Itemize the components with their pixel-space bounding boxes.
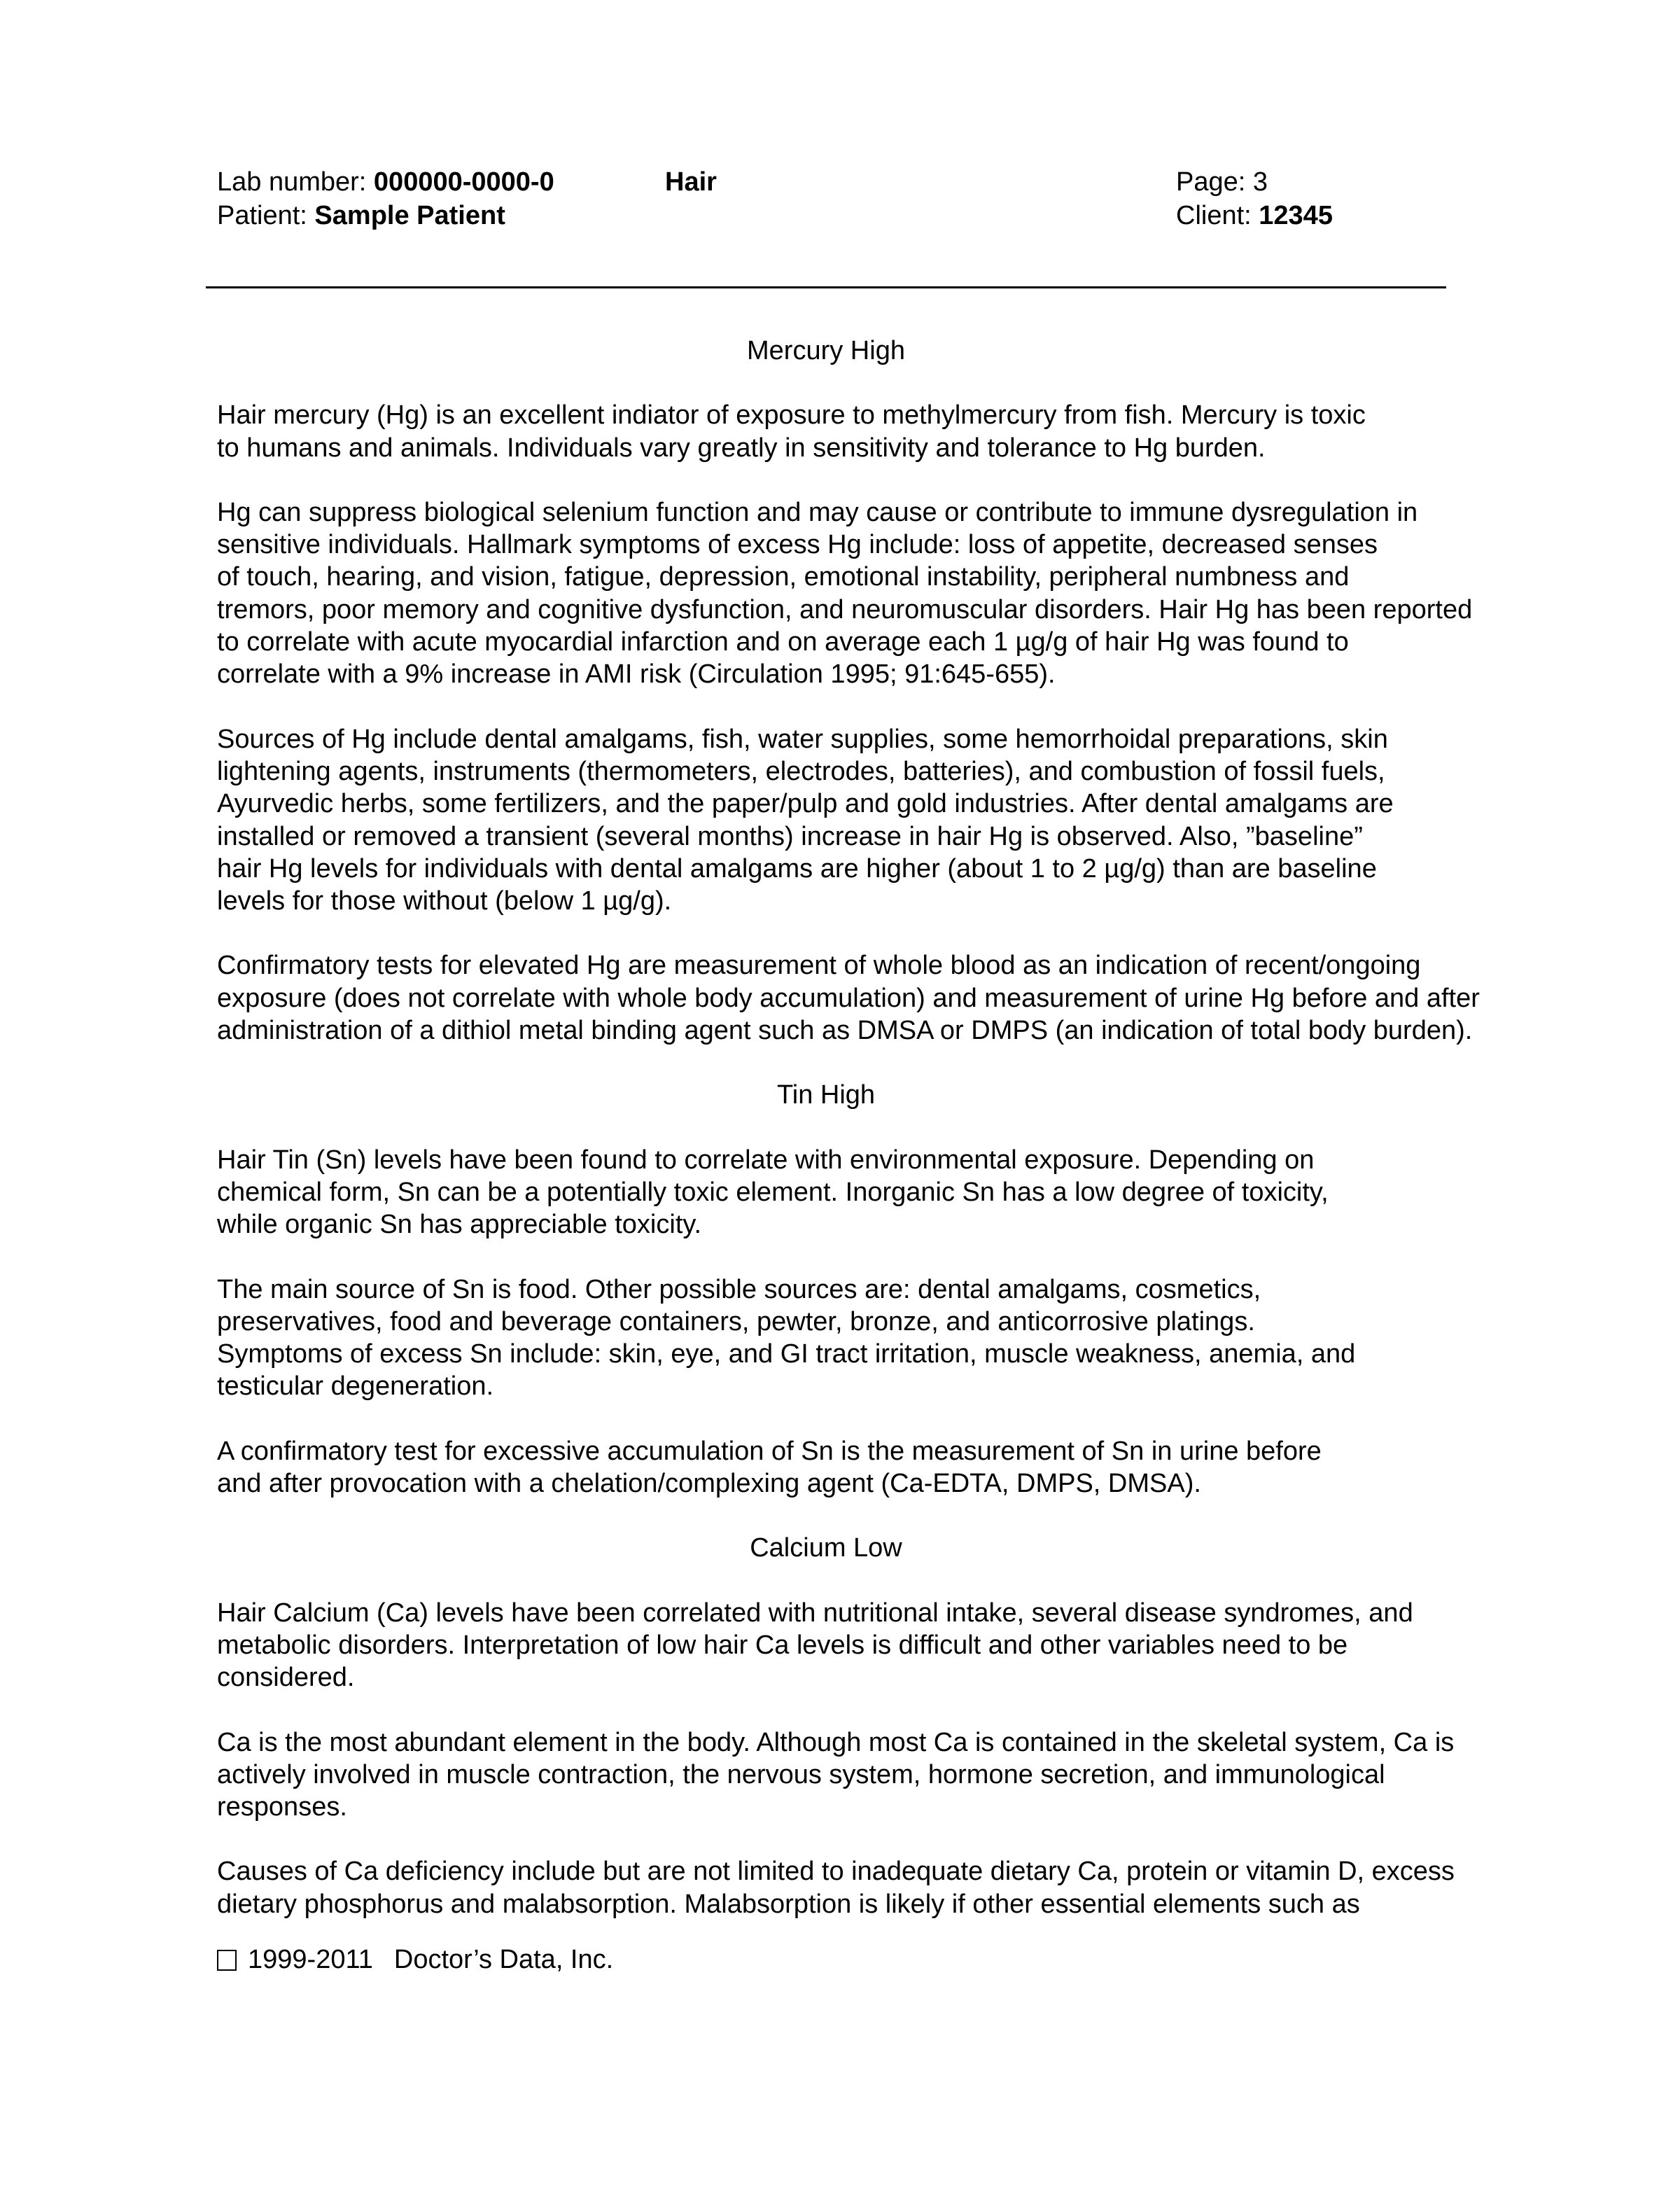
section-title: Tin High	[776, 1080, 876, 1110]
page-number	[1176, 165, 1268, 199]
report-header	[217, 165, 1449, 235]
section-calcium	[217, 1532, 1547, 1920]
lab-number	[217, 165, 554, 199]
copyright-years: 1999-2011	[248, 1945, 373, 1974]
patient-label: Patient:	[217, 201, 315, 230]
header-divider	[206, 286, 1446, 288]
section-tin	[217, 1079, 1547, 1500]
patient-value: Sample Patient	[314, 201, 505, 230]
paragraph: The main source of Sn is food. Other possible sources are: dental amalgams, cosmetics, preservatives, food and beverage containers, pewter, bronze, and anticorrosive platings. Symptoms of excess Sn include: skin, eye, and GI tract irritation, muscle weakness, anemia, and testicular degeneration.	[217, 1274, 1356, 1402]
specimen-type: Hair	[665, 167, 717, 197]
header-row-1	[217, 165, 1449, 199]
paragraph: Sources of Hg include dental amalgams, fish, water supplies, some hemorrhoidal preparations, skin lightening agents, instruments (thermometers, electrodes, batteries), and combustion of fossil fuels, Ayurvedic herbs, some fertilizers, and the paper/pulp and gold industries. After dental amalgams are installed or removed a transient (several months) increase in hair Hg is observed. Also, ”baseline” hair Hg levels for individuals with dental amalgams are higher (about 1 to 2 µg/g) than are baseline levels for those without (below 1 µg/g).	[217, 724, 1394, 916]
paragraph: Hair mercury (Hg) is an excellent indiator of exposure to methylmercury from fish. Mercury is toxic to humans and animals. Individuals vary greatly in sensitivity and tolerance to Hg burden.	[217, 400, 1366, 463]
client-value: 12345	[1259, 201, 1333, 230]
paragraph: Hg can suppress biological selenium function and may cause or contribute to immune dysregulation in sensitive individuals. Hallmark symptoms of excess Hg include: loss of appetite, decreased senses of touch, hearing, and vision, fatigue, depression, emotional instability, peripheral numbness and tremors, poor memory and cognitive dysfunction, and neuromuscular disorders. Hair Hg has been reported to correlate with acute myocardial infarction and on average each 1 µg/g of hair Hg was found to correlate with a 9% increase in AMI risk (Circulation 1995; 91:645-655).	[217, 497, 1473, 690]
patient	[217, 199, 505, 232]
paragraph: Causes of Ca deficiency include but are not limited to inadequate dietary Ca, protein or vitamin D, excess dietary phosphorus and malabsorption. Malabsorption is likely if other essential elements such as	[217, 1857, 1455, 1919]
paragraph: Ca is the most abundant element in the body. Although most Ca is contained in the skeletal system, Ca is actively involved in muscle contraction, the nervous system, hormone secretion, and immunological responses.	[217, 1727, 1455, 1822]
section-title: Mercury High	[747, 336, 905, 365]
section-title: Calcium Low	[750, 1533, 902, 1563]
report-body	[217, 335, 1547, 1953]
section-mercury	[217, 335, 1547, 1047]
copyright-footer	[217, 1943, 613, 1976]
company-name: Doctor’s Data, Inc.	[393, 1945, 614, 1974]
paragraph: Confirmatory tests for elevated Hg are measurement of whole blood as an indication of recent/ongoing exposure (does not correlate with whole body accumulation) and measurement of urine Hg before and after administration of a dithiol metal binding agent such as DMSA or DMPS (an indication of total body burden).	[217, 951, 1480, 1046]
paragraph: Hair Tin (Sn) levels have been found to correlate with environmental exposure. Depending on chemical form, Sn can be a potentially toxic element. Inorganic Sn has a low degree of toxicity, while organic Sn has appreciable toxicity.	[217, 1145, 1329, 1240]
client	[1176, 199, 1333, 232]
copyright-icon	[217, 1950, 237, 1971]
paragraph: Hair Calcium (Ca) levels have been correlated with nutritional intake, several disease syndromes, and metabolic disorders. Interpretation of low hair Ca levels is difficult and other variables need to be considered.	[217, 1598, 1413, 1693]
lab-number-value: 000000-0000-0	[373, 167, 554, 197]
page-label: Page:	[1176, 167, 1253, 197]
page-value: 3	[1252, 167, 1268, 197]
client-label: Client:	[1176, 201, 1259, 230]
lab-number-label: Lab number:	[217, 167, 374, 197]
paragraph: A confirmatory test for excessive accumulation of Sn is the measurement of Sn in urine before and after provocation with a chelation/complexing agent (Ca-EDTA, DMPS, DMSA).	[217, 1436, 1322, 1499]
header-row-2	[217, 199, 1449, 232]
